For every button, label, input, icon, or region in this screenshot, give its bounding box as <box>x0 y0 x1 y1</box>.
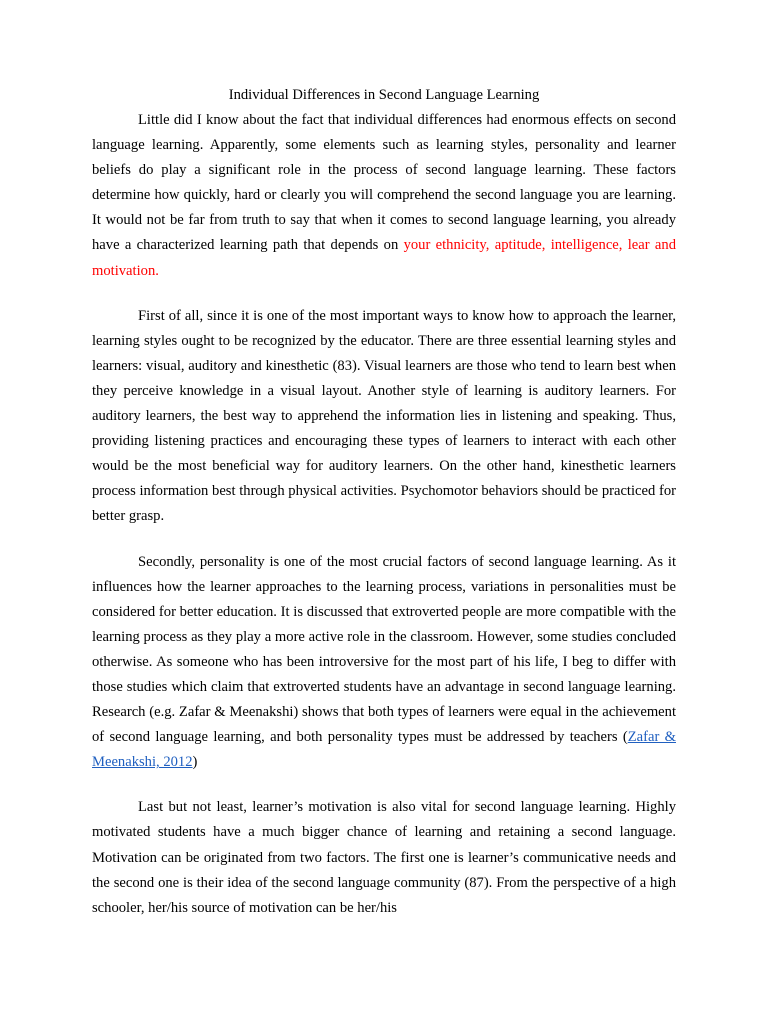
paragraph-intro <box>92 108 676 284</box>
paragraph-personality-text: Secondly, personality is one of the most crucial factors of second language learning. As it influences how the learner approaches to the learning process, variations in personalities must be considered for better education. It is discussed that extroverted people are more compatible with the learning process as they play a more active role in the classroom. However, some studies concluded otherwise. As someone who has been introversive for the most part of his life, I beg to differ with those studies which claim that extroverted students have an advantage in second language learning. Research (e.g. Zafar & Meenakshi) shows that both types of learners were equal in the achievement of second language learning, and both personality types must be addressed by teachers ( <box>92 553 676 746</box>
highlighted-text: your ethnicity, aptitude, intelligence, lear and motivation. <box>92 237 677 279</box>
paragraph-intro-text: Little did I know about the fact that individual differences had enormous effects on second language learning. Apparently, some elements such as learning styles, personality and learner beliefs do play a significant role in the process of second language learning. These factors determine how quickly, hard or clearly you will comprehend the second language you are learning. It would not be far from truth to say that when it comes to second language learning, you already have a characterized learning path that depends on <box>92 112 676 254</box>
document-page <box>92 84 676 921</box>
paragraph-learning-styles: First of all, since it is one of the most important ways to know how to approach the learner, learning styles ought to be recognized by the educator. There are three essential learning styles and learners: visual, auditory and kinesthetic (83). Visual learners are those who tend to learn best when they perceive knowledge in a visual layout. Another style of learning is auditory learners. For auditory learners, the best way to apprehend the information lies in listening and speaking. Thus, providing listening practices and encouraging these types of learners to interact with each other would be the most beneficial way for auditory learners. On the other hand, kinesthetic learners process information best through physical activities. Psychomotor behaviors should be practiced for better grasp. <box>92 307 676 525</box>
paragraph-personality-close: ) <box>192 754 198 771</box>
paragraph-motivation: Last but not least, learner’s motivation is also vital for second language learning. Highly motivated students have a much bigger chance of learning and retaining a second language. Motivation can be originated from two factors. The first one is learner’s communicative needs and the second one is their idea of the second language community (87). From the perspective of a high schooler, her/his source of motivation can be her/his <box>92 799 676 916</box>
citation-link[interactable]: Zafar & Meenakshi, 2012 <box>92 729 676 771</box>
paragraph-personality <box>92 550 676 776</box>
document-title: Individual Differences in Second Language Learning <box>228 87 540 103</box>
